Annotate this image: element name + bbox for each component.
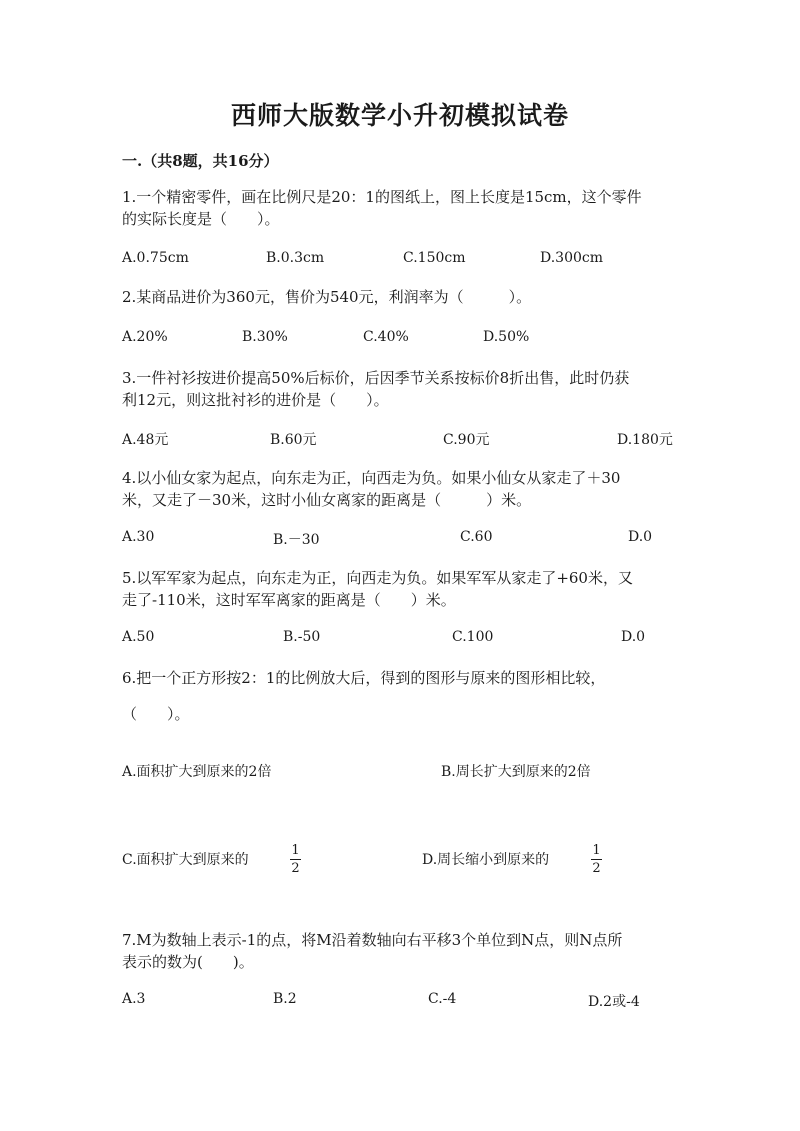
question-7-option-b: B.2 [273, 991, 297, 1007]
question-5-line-2: 走了-110米，这时军军离家的距离是（ ）米。 [122, 591, 456, 609]
fraction-denominator: 2 [291, 861, 300, 876]
question-1-option-b: B.0.3cm [266, 250, 325, 266]
question-7-option-d: D.2或-4 [588, 994, 640, 1010]
question-1-option-d: D.300cm [540, 250, 604, 266]
question-2-option-d: D.50% [483, 329, 530, 345]
question-4-line-2: 米，又走了－30米，这时小仙女离家的距离是（ ）米。 [122, 491, 532, 509]
question-3-option-b: B.60元 [270, 432, 317, 448]
question-4-option-d: D.0 [628, 529, 653, 545]
question-3-option-c: C.90元 [443, 432, 490, 448]
question-7-line-2: 表示的数为( )。 [122, 953, 254, 971]
question-5-line-1: 5.以军军家为起点，向东走为正，向西走为负。如果军军从家走了+60米，又 [122, 569, 633, 587]
question-4-option-b: B.－30 [273, 532, 320, 548]
section-heading: 一.（共8题，共16分） [122, 152, 279, 170]
question-1-option-a: A.0.75cm [122, 250, 189, 266]
question-2-line-1: 2.某商品进价为360元，售价为540元，利润率为（ ）。 [122, 288, 532, 306]
question-1-option-c: C.150cm [403, 250, 466, 266]
question-6-option-b: B.周长扩大到原来的2倍 [441, 764, 591, 780]
fraction-numerator: 1 [592, 843, 601, 858]
question-2-option-c: C.40% [363, 329, 409, 345]
fraction-numerator: 1 [291, 843, 300, 858]
question-3-option-d: D.180元 [617, 432, 673, 448]
page-title: 西师大版数学小升初模拟试卷 [230, 101, 569, 130]
question-2-option-a: A.20% [122, 329, 168, 345]
question-3-line-1: 3.一件衬衫按进价提高50%后标价，后因季节关系按标价8折出售，此时仍获 [122, 369, 630, 387]
question-7-option-a: A.3 [122, 991, 146, 1007]
question-1-line-1: 1.一个精密零件，画在比例尺是20：1的图纸上，图上长度是15cm，这个零件 [122, 188, 642, 206]
fraction-bar [591, 859, 602, 860]
question-5-option-d: D.0 [621, 629, 646, 645]
fraction-denominator: 2 [592, 861, 601, 876]
question-5-option-c: C.100 [452, 629, 494, 645]
question-6-option-d: D.周长缩小到原来的 [422, 852, 550, 868]
question-7-option-c: C.-4 [428, 991, 457, 1007]
question-6-option-c: C.面积扩大到原来的 [122, 852, 249, 868]
question-5-option-a: A.50 [122, 629, 155, 645]
question-5-option-b: B.-50 [283, 629, 321, 645]
question-6-line-1: 6.把一个正方形按2：1的比例放大后，得到的图形与原来的图形相比较， [122, 669, 606, 687]
question-6-line-2: （ ）。 [122, 705, 190, 723]
question-6-option-c-fraction [290, 843, 301, 876]
question-4-option-a: A.30 [122, 529, 155, 545]
question-3-line-2: 利12元，则这批衬衫的进价是（ ）。 [122, 391, 389, 409]
fraction-bar [290, 859, 301, 860]
question-4-line-1: 4.以小仙女家为起点，向东走为正，向西走为负。如果小仙女从家走了＋30 [122, 469, 621, 487]
question-6-option-a: A.面积扩大到原来的2倍 [122, 764, 272, 780]
question-6-option-d-fraction [591, 843, 602, 876]
question-1-line-2: 的实际长度是（ ）。 [122, 210, 280, 228]
question-2-option-b: B.30% [242, 329, 288, 345]
question-4-option-c: C.60 [460, 529, 493, 545]
question-7-line-1: 7.M为数轴上表示-1的点，将M沿着数轴向右平移3个单位到N点，则N点所 [122, 931, 623, 949]
question-3-option-a: A.48元 [122, 432, 169, 448]
